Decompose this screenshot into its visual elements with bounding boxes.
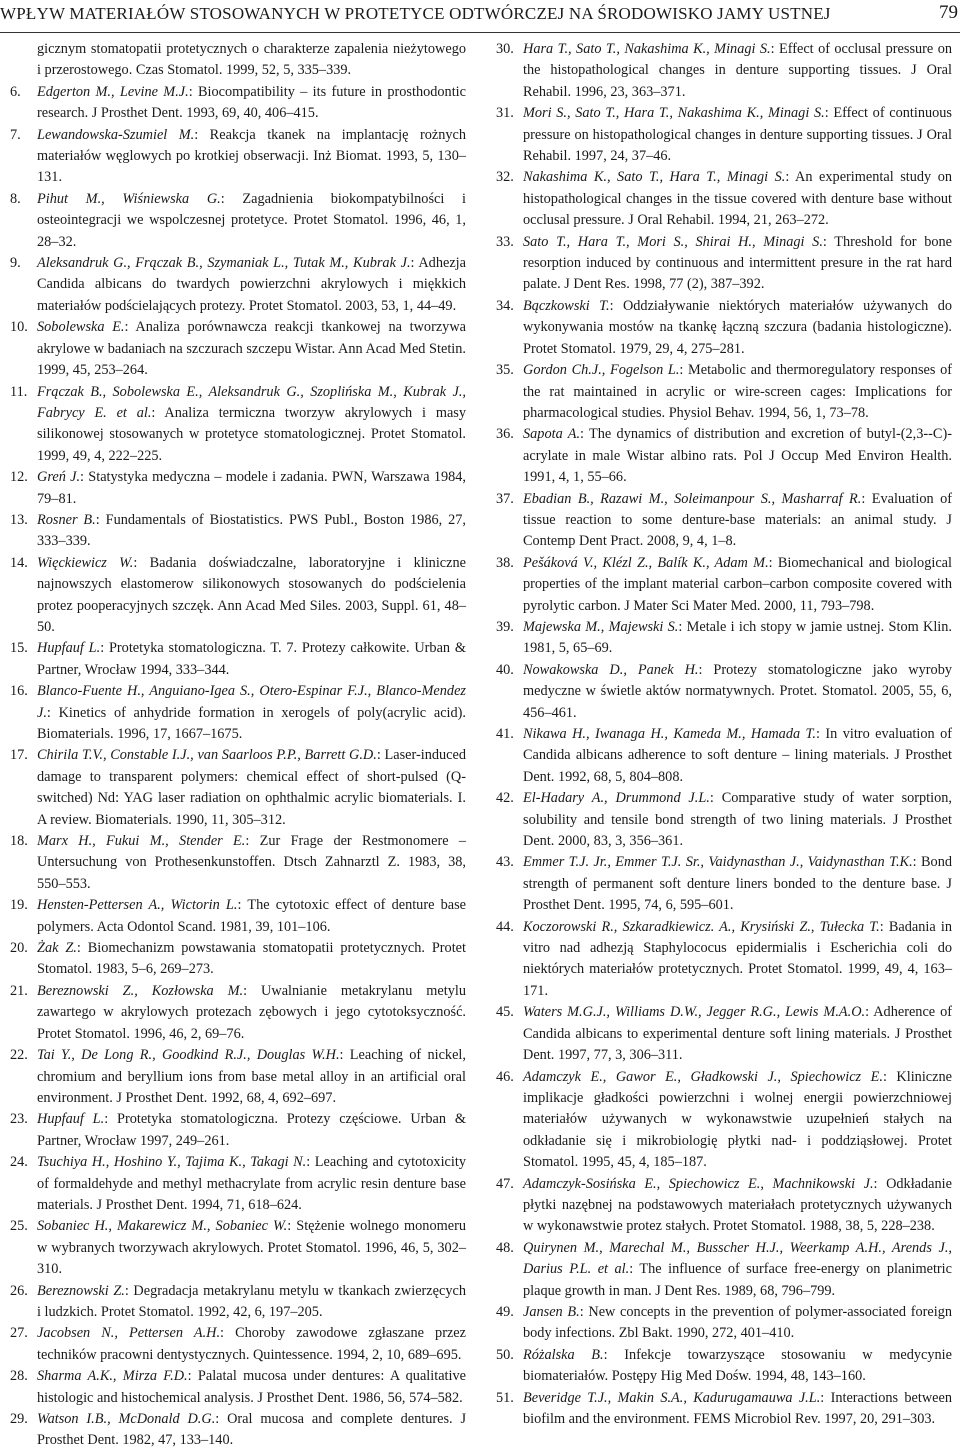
reference-authors: Beveridge T.J., Makin S.A., Kadurugamauwa J.L.: [523, 1389, 821, 1406]
reference-text: : Analiza porównawcza reakcji tkankowej na tworzywa akrylowe w badaniach na szczurach szczepu Wistar. Ann Acad Med Stetin. 1999, 45, 253–264.: [37, 319, 467, 379]
reference-authors: Quirynen M., Marechal M., Busscher H.J., Weerkamp A.H., Arends J., Darius P.L. et al.: [523, 1239, 952, 1278]
reference-item: [10, 253, 466, 317]
reference-authors: Sharma A.K., Mirza F.D.: [37, 1368, 188, 1385]
reference-text: : Metale i ich stopy w jamie ustnej. Stom Klin. 1981, 5, 65–69.: [523, 618, 952, 657]
reference-text: : Metabolic and thermoregulatory responses of the rat maintained in acrylic or wire-screen cages: Implications for pharmacological studies. Physiol Behav. 1994, 56, 1, 73–78.: [523, 362, 952, 421]
reference-authors: Sobolewska E.: [37, 319, 125, 336]
reference-text: : Protetyka stomatologiczna. Protezy częściowe. Urban & Partner, Wrocław 1997, 249–261.: [37, 1111, 466, 1149]
reference-authors: Bereznowski Z., Kozłowska M.: [37, 982, 244, 999]
reference-item: [496, 724, 952, 788]
reference-item: [10, 638, 466, 681]
reference-item: [10, 1323, 466, 1366]
reference-text: : Choroby zawodowe zgłaszane przez techników pracowni dentystycznych. Quintessence. 1994, 2, 10, 689–695.: [37, 1325, 466, 1363]
reference-text: : Uwalnianie metakrylanu metylu zawartego w akrylowych protezach zębowych i jego cytotoksyczność. Protet Stomatol. 1996, 46, 2, 69–76.: [37, 982, 466, 1042]
reference-item: [10, 317, 466, 381]
reference-number: 9.: [10, 255, 21, 272]
reference-item: [10, 467, 466, 510]
reference-item: [10, 681, 466, 745]
reference-item: [10, 895, 466, 938]
reference-item: [496, 424, 952, 488]
reference-authors: Nakashima K., Sato T., Hara T., Minagi S.: [523, 169, 786, 186]
reference-item: [496, 1238, 952, 1302]
reference-authors: Żak Z.: [37, 940, 77, 957]
reference-text: : Effect of continuous pressure on histopathological changes in denture supporting tissues. J Oral Rehabil. 1997, 24, 37–46.: [523, 105, 952, 165]
reference-number: 40.: [496, 661, 514, 678]
reference-item: [10, 1152, 466, 1216]
reference-authors: Hupfauf L.: [37, 1111, 105, 1128]
reference-item: [10, 745, 466, 831]
reference-number: 32.: [496, 169, 514, 186]
page-number: 79: [939, 2, 958, 23]
reference-item: [496, 296, 952, 360]
reference-text: : Leaching and cytotoxicity of formaldehyde and methyl methacrylate from acrylic resin denture base materials. J Prosthet Dent. 1994, 71, 618–624.: [37, 1154, 466, 1213]
reference-number: 14.: [10, 554, 28, 571]
reference-number: 7.: [10, 126, 21, 143]
reference-number: 8.: [10, 190, 21, 207]
reference-number: 41.: [496, 726, 514, 742]
reference-text: : An experimental study on histopathological changes in the tissue covered with denture base without occlusal pressure. J Oral Rehabil. 1994, 21, 263–272.: [523, 169, 952, 229]
reference-number: 47.: [496, 1175, 514, 1192]
reference-number: 35.: [496, 362, 514, 379]
reference-text: : Protezy stomatologiczne jako wyroby medyczne w świetle aktów normatywnych. Protet. Stomatol. 2005, 55, 6, 456–461.: [523, 661, 952, 721]
reference-text: : Oral mucosa and complete dentures. J Prosthet Dent. 1982, 47, 133–140.: [37, 1411, 467, 1449]
reference-number: 19.: [10, 897, 28, 914]
reference-item: [496, 553, 952, 617]
reference-authors: Sobaniec H., Makarewicz M., Sobaniec W.: [37, 1218, 288, 1235]
reference-text: : Degradacja metakrylanu metylu w tkankach zwierzęcych i ludzkich. Protet Stomatol. 1992, 42, 6, 197–205.: [37, 1282, 466, 1320]
reference-text: : Threshold for bone resorption induced by continuous and intermittent presure in the rat hard palate. J Dent Res. 1998, 77 (2), 387–392.: [523, 233, 952, 293]
reference-text: : Kliniczne implikacje gładkości powierzchni i wolnej energii powierzchniowej materiałów używanych w wykonawstwie uzupełnień stałych na odkładanie się i mikrobiologię płytki nad- i poddziąsłowej. Protet Stomatol. 1995, 45, 4, 185–187.: [523, 1068, 952, 1171]
reference-number: 21.: [10, 982, 28, 999]
reference-text: : In vitro evaluation of Candida albicans adherence to soft denture – lining materials. J Prosthet Dent. 1992, 68, 5, 804–808.: [523, 726, 953, 785]
reference-authors: Sato T., Hara T., Mori S., Shirai H., Minagi S.: [523, 233, 823, 250]
reference-text: : The influence of surface free-energy on planimetric plaque growth in man. J Dent Res. 1989, 68, 796–799.: [523, 1261, 953, 1299]
reference-authors: Lewandowska-Szumiel M.: [37, 126, 195, 143]
reference-number: 36.: [496, 426, 514, 443]
reference-authors: Hupfauf L.: [37, 640, 101, 657]
reference-item: [496, 360, 952, 424]
reference-number: 31.: [496, 105, 514, 122]
reference-authors: Pihut M., Wiśniewska G.: [37, 190, 221, 207]
reference-authors: Gordon Ch.J., Fogelson L.: [523, 362, 680, 379]
reference-text: : Badania in vitro nad adhezją Staphylococus epidermialis i Escherichia coli do niektórych materiałów protetycznych. Protet Stomatol. 1999, 49, 4, 163–171.: [523, 918, 952, 999]
reference-text: : The cytotoxic effect of denture base polymers. Acta Odontol Scand. 1981, 39, 101–106.: [37, 897, 467, 935]
reference-number: 43.: [496, 854, 514, 871]
reference-authors: Frączak B., Sobolewska E., Aleksandruk G., Szoplińska M., Kubrak J., Fabrycy E. et al.: [37, 383, 466, 421]
reference-number: 49.: [496, 1303, 514, 1320]
reference-authors: Bączkowski T.: [523, 297, 610, 314]
reference-number: 37.: [496, 490, 514, 507]
reference-item: [496, 1067, 952, 1174]
reference-item: [496, 1388, 952, 1431]
reference-number: 42.: [496, 790, 514, 807]
reference-number: 46.: [496, 1068, 514, 1085]
reference-number: 13.: [10, 511, 28, 528]
running-header: [0, 0, 960, 33]
reference-authors: Bereznowski Z.: [37, 1282, 125, 1299]
reference-text: : Effect of occlusal pressure on the histopathological changes in denture supporting tissues. J Oral Rehabil. 1996, 23, 363–371.: [523, 41, 952, 100]
reference-authors: Ebadian B., Razawi M., Soleimanpour S., Masharraf R.: [523, 490, 862, 507]
reference-number: 30.: [496, 41, 514, 57]
reference-item: [10, 981, 466, 1045]
reference-item: [10, 1281, 466, 1324]
reference-authors: Chirila T.V., Constable I.J., van Saarloos P.P., Barrett G.D.: [37, 747, 377, 764]
reference-number: 10.: [10, 319, 28, 336]
reference-text: gicznym stomatopatii protetycznych o charakterze zapalenia nieżytowego i przerostowego. Czas Stomatol. 1999, 52, 5, 335–339.: [37, 41, 466, 79]
reference-number: 28.: [10, 1368, 28, 1385]
reference-authors: Hara T., Sato T., Nakashima K., Minagi S.: [523, 41, 771, 57]
reference-authors: Pešáková V., Klézl Z., Balík K., Adam M.: [523, 554, 769, 571]
reference-number: 45.: [496, 1004, 514, 1021]
reference-number: 23.: [10, 1111, 28, 1128]
reference-authors: Tsuchiya H., Hoshino Y., Tajima K., Takagi N.: [37, 1154, 307, 1171]
reference-number: 22.: [10, 1047, 28, 1064]
reference-item: [496, 39, 952, 103]
reference-number: 15.: [10, 640, 28, 657]
reference-number: 44.: [496, 918, 514, 935]
reference-number: 48.: [496, 1239, 514, 1256]
reference-text: : Kinetics of anhydride formation in xerogels of poly(acrylic acid). Biomaterials. 1996, 17, 1667–1675.: [37, 704, 466, 742]
reference-number: 33.: [496, 233, 514, 250]
reference-authors: Hensten-Pettersen A., Wictorin L.: [37, 897, 238, 914]
reference-number: 20.: [10, 940, 28, 957]
reference-item: [10, 1109, 466, 1152]
reference-authors: Watson I.B., McDonald D.G.: [37, 1411, 216, 1427]
reference-authors: Greń J.: [37, 469, 81, 486]
reference-number: 17.: [10, 747, 28, 764]
reference-text: : Evaluation of tissue reaction to some denture-base materials: an animal study. J Contemp Dent Pract. 2008, 9, 4, 1–8.: [523, 490, 952, 550]
reference-item: [10, 1216, 466, 1280]
reference-authors: Sapota A.: [523, 426, 581, 443]
reference-authors: Emmer T.J. Jr., Emmer T.J. Sr., Vaidynasthan J., Vaidynasthan T.K.: [523, 854, 913, 871]
reference-number: 51.: [496, 1389, 514, 1406]
reference-number: 26.: [10, 1282, 28, 1299]
reference-item: [496, 617, 952, 660]
reference-number: 34.: [496, 297, 514, 314]
reference-text: : Oddziaływanie niektórych materiałów używanych do wykonywania mostów na tkankę łączną szczura (badania histologiczne). Protet Stomatol. 1979, 29, 4, 275–281.: [523, 297, 952, 357]
reference-item: [10, 125, 466, 189]
reference-text: : Analiza termiczna tworzyw akrylowych i masy silikonowej stosowanych w protetyce stomatologicznej. Protet Stomatol. 1999, 49, 4, 222–225.: [37, 404, 466, 464]
reference-authors: Adamczyk E., Gawor E., Gładkowski J., Spiechowicz E.: [523, 1068, 883, 1085]
reference-text: : Biomechanizm powstawania stomatopatii protetycznych. Protet Stomatol. 1983, 5–6, 269–273.: [37, 940, 467, 978]
reference-item: [496, 489, 952, 553]
reference-text: : Palatal mucosa under dentures: A qualitative histologic and histochemical analysis. J Prosthet Dent. 1986, 56, 574–582.: [37, 1368, 466, 1406]
reference-number: 50.: [496, 1346, 514, 1363]
reference-authors: Aleksandruk G., Frączak B., Szymaniak L., Tutak M., Kubrak J.: [37, 255, 411, 272]
reference-authors: Blanco-Fuente H., Anguiano-Igea S., Otero-Espinar F.J., Blanco-Mendez J.: [37, 683, 466, 721]
reference-authors: Majewska M., Majewski S.: [523, 618, 679, 635]
reference-text: : New concepts in the prevention of polymer-associated foreign body infections. Zbl Bakt. 1990, 272, 401–410.: [523, 1303, 952, 1342]
reference-text: : Infekcje towarzyszące stosowaniu w medycynie biomateriałów. Postępy Hig Med Dośw. 1994, 48, 143–160.: [523, 1346, 952, 1385]
reference-number: 29.: [10, 1411, 28, 1427]
reference-authors: Nowakowska D., Panek H.: [523, 661, 699, 678]
reference-authors: Edgerton M., Levine M.J.: [37, 83, 189, 100]
reference-text: : Biomechanical and biological properties of the implant material carbon–carbon composite covered with pyrolytic carbon. J Mater Sci Mater Med. 2000, 11, 793–798.: [523, 554, 952, 614]
reference-text: : Bond strength of permanent soft denture liners bonded to the denture base. J Prosthet Dent. 1995, 74, 6, 595–601.: [523, 854, 953, 914]
reference-item: [10, 82, 466, 125]
reference-item: [10, 189, 466, 253]
running-title: WPŁYW MATERIAŁÓW STOSOWANYCH W PROTETYCE ODTWÓRCZEJ NA ŚRODOWISKO JAMY USTNEJ: [0, 4, 831, 23]
reference-authors: El-Hadary A., Drummond J.L.: [523, 790, 710, 807]
reference-authors: Marx H., Fukui M., Stender E.: [37, 833, 246, 850]
reference-item: [496, 1002, 952, 1066]
reference-text: : Laser-induced damage to transparent polymers: chemical effect of short-pulsed (Q-switched) Nd: YAG laser radiation on ophthalmic acrylic biomaterials. I. A review. Biomaterials. 1990, 11, 305–312.: [37, 747, 467, 828]
reference-item: [10, 553, 466, 639]
reference-item: [10, 382, 466, 468]
references-right-column: [496, 39, 952, 1430]
reference-item: [496, 232, 952, 296]
reference-text: : Stężenie wolnego monomeru w wybranych tworzywach akrylowych. Protet Stomatol. 1996, 46, 5, 302–310.: [37, 1218, 466, 1278]
reference-number: 27.: [10, 1325, 28, 1342]
reference-item: [496, 1302, 952, 1345]
reference-number: 24.: [10, 1154, 28, 1171]
reference-authors: Waters M.G.J., Williams D.W., Jegger R.G., Lewis M.A.O.: [523, 1004, 866, 1021]
reference-item: [496, 852, 952, 916]
reference-item: [496, 917, 952, 1003]
reference-number: 25.: [10, 1218, 28, 1235]
reference-item: [10, 1409, 466, 1452]
reference-text: : Reakcja tkanek na implantację rożnych materiałów węglowych po krotkiej obserwacji. Inż Biomat. 1993, 5, 130–131.: [37, 126, 466, 186]
reference-number: 38.: [496, 554, 514, 571]
reference-authors: Jansen B.: [523, 1303, 580, 1320]
reference-number: 6.: [10, 83, 21, 100]
reference-number: 11.: [10, 383, 28, 400]
reference-item: [496, 167, 952, 231]
reference-number: 16.: [10, 683, 28, 700]
reference-authors: Rosner B.: [37, 511, 96, 528]
reference-authors: Więckiewicz W.: [37, 554, 134, 571]
reference-item: [10, 938, 466, 981]
reference-text: : Biocompatibility – its future in prosthodontic research. J Prosthet Dent. 1993, 69, 40, 406–415.: [37, 83, 466, 122]
reference-text: : Zagadnienia biokompatybilności i osteointegracji we wspolczesnej protetyce. Protet Stomatol. 1996, 46, 1, 28–32.: [37, 190, 466, 250]
reference-text: : Protetyka stomatologiczna. T. 7. Protezy całkowite. Urban & Partner, Wrocław 1994, 333–344.: [37, 640, 466, 678]
reference-text: : Leaching of nickel, chromium and beryllium ions from base metal alloy in an artificial oral environment. J Prosthet Dent. 1992, 68, 4, 692–697.: [37, 1047, 466, 1106]
reference-item: [10, 831, 466, 895]
reference-authors: Nikawa H., Iwanaga H., Kameda M., Hamada T.: [523, 726, 816, 742]
reference-text: : Adhezja Candida albicans do twardych powierzchni akrylowych i miękkich materiałów podścielających protezy. Protet Stomatol. 2003, 53, 1, 44–49.: [37, 255, 466, 314]
reference-authors: Jacobsen N., Pettersen A.H.: [37, 1325, 221, 1342]
reference-item: [10, 1045, 466, 1109]
reference-text: : Interactions between biofilm and the environment. FEMS Microbiol Rev. 1997, 20, 291–303.: [523, 1389, 952, 1427]
reference-text: : Badania doświadczalne, laboratoryjne i kliniczne najnowszych elastomerow silikonowych stosowanych do podścielenia protez pooperacyjnych szczęk. Ann Acad Med Siles. 2003, Suppl. 61, 48–50.: [37, 554, 466, 635]
reference-text: : Zur Frage der Restmonomere – Untersuchung von Prothesenkunstoffen. Dtsch Zahnarztl Z. 1983, 38, 550–553.: [37, 833, 467, 892]
reference-number: 39.: [496, 618, 514, 635]
reference-number: 18.: [10, 833, 28, 850]
reference-number: 12.: [10, 469, 28, 486]
references-left-column: [10, 39, 466, 1452]
reference-text: : Comparative study of water sorption, solubility and tensile bond strength of two lining materials. J Prosthet Dent. 2000, 83, 3, 356–361.: [523, 790, 953, 850]
reference-item: [10, 510, 466, 553]
reference-authors: Adamczyk-Sosińska E., Spiechowicz E., Machnikowski J.: [523, 1175, 874, 1192]
reference-authors: Różalska B.: [523, 1346, 604, 1363]
reference-item: [496, 788, 952, 852]
reference-text: : Fundamentals of Biostatistics. PWS Publ., Boston 1986, 27, 333–339.: [37, 511, 466, 550]
reference-text: : Adherence of Candida albicans to experimental denture soft lining materials. J Prosthet Dent. 1997, 77, 3, 306–311.: [523, 1004, 953, 1064]
reference-item: [496, 1174, 952, 1238]
reference-text: : Odkładanie płytki nazębnej na podstawowych materiałach protetycznych używanych w wykonawstwie protez stałych. Protet Stomatol. 1988, 38, 5, 228–238.: [523, 1175, 952, 1235]
reference-item: [496, 660, 952, 724]
reference-text: : Statystyka medyczna – modele i zadania. PWN, Warszawa 1984, 79–81.: [37, 469, 466, 507]
reference-authors: Tai Y., De Long R., Goodkind R.J., Douglas W.H.: [37, 1047, 340, 1064]
reference-item: [496, 1345, 952, 1388]
reference-item: [496, 103, 952, 167]
reference-text: : The dynamics of distribution and excretion of butyl-(2,3--C)-acrylate in male Wistar albino rats. Pol J Occup Med Environ Health. 1991, 4, 1, 55–66.: [523, 426, 952, 486]
reference-item: [10, 1366, 466, 1409]
reference-item: [10, 39, 466, 82]
reference-authors: Mori S., Sato T., Hara T., Nakashima K., Minagi S.: [523, 105, 825, 122]
reference-authors: Koczorowski R., Szkaradkiewicz. A., Krysiński Z., Tułecka T.: [523, 918, 880, 935]
